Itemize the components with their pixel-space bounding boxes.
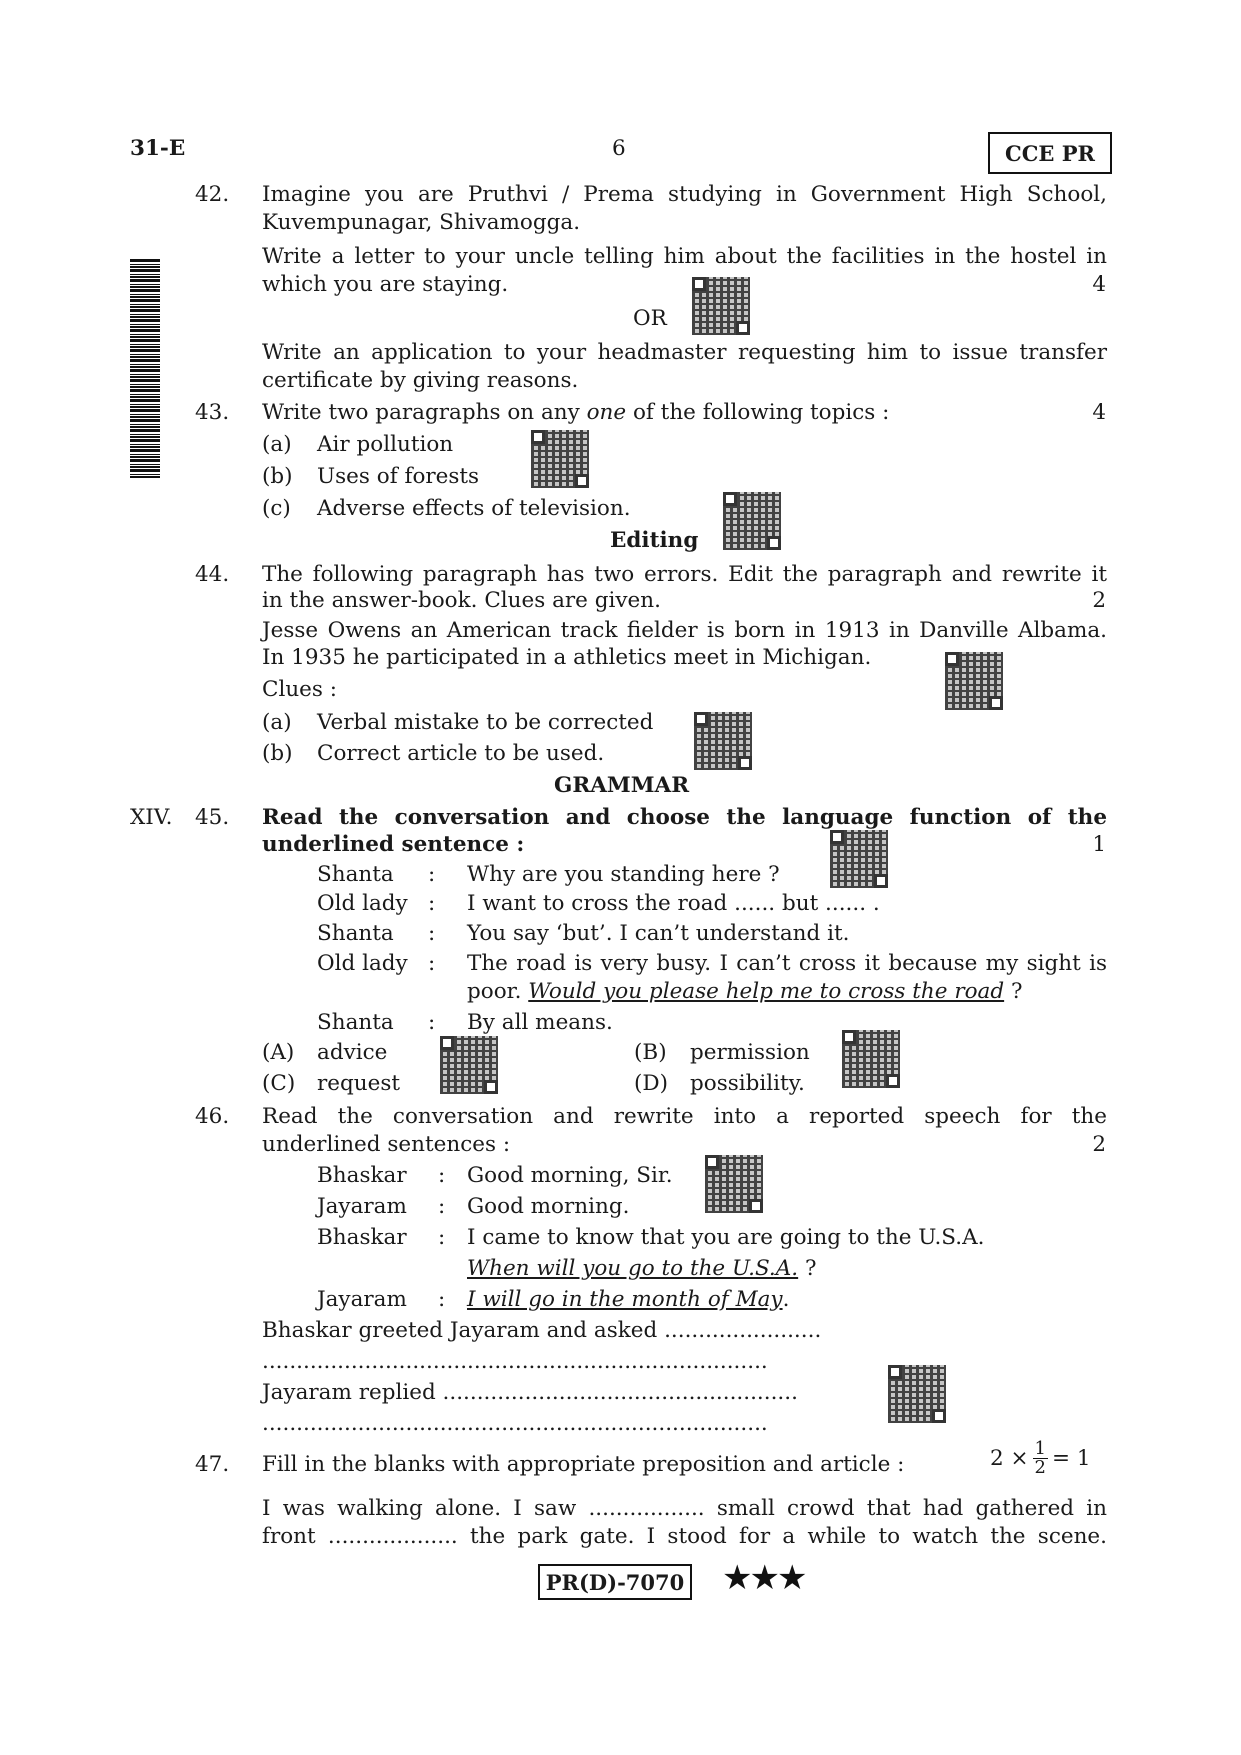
dialogue-speaker: Bhaskar xyxy=(317,1163,407,1188)
dialogue-speaker: Shanta xyxy=(317,862,394,887)
editing-heading: Editing xyxy=(610,528,699,553)
qr-code-icon xyxy=(692,277,750,335)
dialogue-text: Why are you standing here ? xyxy=(467,862,780,887)
qr-code-icon xyxy=(830,830,888,888)
clue-text: Verbal mistake to be corrected xyxy=(317,710,654,735)
dialogue-colon: : xyxy=(428,862,436,887)
grammar-heading: GRAMMAR xyxy=(554,773,690,798)
q44-line3: Jesse Owens an American track fielder is born in 1913 in Danville Albama. xyxy=(262,618,1107,643)
dialogue-text: Good morning, Sir. xyxy=(467,1163,673,1188)
option-label: (D) xyxy=(634,1071,669,1096)
q46-line2: underlined sentences : xyxy=(262,1132,511,1157)
q44-line1: The following paragraph has two errors. Edit the paragraph and rewrite it xyxy=(262,562,1107,587)
dialogue-colon: : xyxy=(428,1010,436,1035)
clues-label: Clues : xyxy=(262,677,338,702)
qr-code-icon xyxy=(440,1036,498,1094)
q42-line1: Imagine you are Pruthvi / Prema studying in Government High School, xyxy=(262,182,1107,207)
dialogue-speaker: Jayaram xyxy=(317,1287,407,1312)
dialogue-colon: : xyxy=(428,951,436,976)
q42-line3: Write a letter to your uncle telling him about the facilities in the hostel in xyxy=(262,244,1107,269)
q42-line6: certificate by giving reasons. xyxy=(262,368,579,393)
footer-code: PR(D)-7070 xyxy=(538,1564,692,1600)
dialogue-text-continued: When will you go to the U.S.A. ? xyxy=(467,1256,817,1281)
option-text: advice xyxy=(317,1040,388,1065)
qr-code-icon xyxy=(694,712,752,770)
dialogue-speaker: Old lady xyxy=(317,891,408,916)
dialogue-text-continued: poor. Would you please help me to cross the road ? xyxy=(467,979,1023,1004)
q44-number: 44. xyxy=(195,562,230,587)
q42-marks: 4 xyxy=(1092,272,1106,297)
dialogue-speaker: Old lady xyxy=(317,951,408,976)
q44-line4: In 1935 he participated in a athletics meet in Michigan. xyxy=(262,645,872,670)
q42-line4: which you are staying. xyxy=(262,272,509,297)
q47-line1: Fill in the blanks with appropriate preposition and article : xyxy=(262,1452,905,1477)
q43-marks: 4 xyxy=(1092,400,1106,425)
q46-line1: Read the conversation and rewrite into a reported speech for the xyxy=(262,1104,1107,1129)
q42-line2: Kuvempunagar, Shivamogga. xyxy=(262,210,581,235)
page-number: 6 xyxy=(612,136,626,161)
answer-line: Jayaram replied .................................................... xyxy=(262,1380,798,1405)
q43-number: 43. xyxy=(195,400,230,425)
dialogue-colon: : xyxy=(438,1194,446,1219)
q47-number: 47. xyxy=(195,1452,230,1477)
option-label: (A) xyxy=(262,1040,295,1065)
q47-line3: front ................... the park gate. I stood for a while to watch the scene. xyxy=(262,1524,1107,1549)
answer-line: .......................................................................... xyxy=(262,1349,768,1374)
q43-option-text: Adverse effects of television. xyxy=(317,496,631,521)
qr-code-icon xyxy=(723,492,781,550)
option-label: (B) xyxy=(634,1040,667,1065)
dialogue-text: You say ‘but’. I can’t understand it. xyxy=(467,921,850,946)
option-label: (C) xyxy=(262,1071,296,1096)
q43-prompt: Write two paragraphs on any one of the following topics : xyxy=(262,400,890,425)
dialogue-text: I came to know that you are going to the U.S.A. xyxy=(467,1225,985,1250)
underlined-sentence: Would you please help me to cross the road xyxy=(528,979,1005,1004)
answer-line: .......................................................................... xyxy=(262,1411,768,1436)
dialogue-text: The road is very busy. I can’t cross it because my sight is xyxy=(467,951,1107,976)
q42-or: OR xyxy=(633,306,667,331)
q43-option-text: Uses of forests xyxy=(317,464,480,489)
q46-marks: 2 xyxy=(1092,1132,1106,1157)
dialogue-speaker: Shanta xyxy=(317,921,394,946)
qr-code-icon xyxy=(531,430,589,488)
q47-line2: I was walking alone. I saw ................. small crowd that had gathered in xyxy=(262,1496,1107,1521)
dialogue-speaker: Shanta xyxy=(317,1010,394,1035)
section-number: XIV. xyxy=(130,805,173,830)
qr-code-icon xyxy=(705,1155,763,1213)
dialogue-speaker: Jayaram xyxy=(317,1194,407,1219)
q42-line5: Write an application to your headmaster requesting him to issue transfer xyxy=(262,340,1107,365)
option-text: request xyxy=(317,1071,401,1096)
q45-line1: Read the conversation and choose the language function of the xyxy=(262,805,1107,830)
q43-option-label: (b) xyxy=(262,464,293,489)
option-text: permission xyxy=(690,1040,810,1065)
underlined-sentence: When will you go to the U.S.A. xyxy=(467,1256,799,1281)
q44-line2: in the answer-book. Clues are given. xyxy=(262,588,661,613)
dialogue-speaker: Bhaskar xyxy=(317,1225,407,1250)
dialogue-colon: : xyxy=(438,1287,446,1312)
star-icons: ★★★ xyxy=(722,1558,805,1598)
clue-label: (b) xyxy=(262,741,293,766)
barcode xyxy=(130,258,160,478)
qr-code-icon xyxy=(842,1030,900,1088)
q43-option-label: (a) xyxy=(262,432,292,457)
paper-code: 31-E xyxy=(130,136,186,161)
dialogue-colon: : xyxy=(438,1225,446,1250)
dialogue-text: I want to cross the road ...... but ...... . xyxy=(467,891,880,916)
q46-number: 46. xyxy=(195,1104,230,1129)
q45-marks: 1 xyxy=(1092,832,1106,857)
dialogue-text: Good morning. xyxy=(467,1194,630,1219)
option-text: possibility. xyxy=(690,1071,805,1096)
underlined-sentence: I will go in the month of May xyxy=(467,1287,783,1312)
q45-number: 45. xyxy=(195,805,230,830)
dialogue-text: By all means. xyxy=(467,1010,613,1035)
clue-text: Correct article to be used. xyxy=(317,741,605,766)
q42-number: 42. xyxy=(195,182,230,207)
clue-label: (a) xyxy=(262,710,292,735)
dialogue-colon: : xyxy=(438,1163,446,1188)
qr-code-icon xyxy=(945,652,1003,710)
q43-option-label: (c) xyxy=(262,496,291,521)
q45-line2: underlined sentence : xyxy=(262,832,525,857)
dialogue-colon: : xyxy=(428,891,436,916)
answer-line: Bhaskar greeted Jayaram and asked ....................... xyxy=(262,1318,822,1343)
dialogue-text: I will go in the month of May. xyxy=(467,1287,790,1312)
qr-code-icon xyxy=(888,1365,946,1423)
dialogue-colon: : xyxy=(428,921,436,946)
header-code-box: CCE PR xyxy=(988,132,1112,174)
q47-marks: 2 × $\frac{1}{2}$ = 1 xyxy=(990,1438,1091,1478)
q44-marks: 2 xyxy=(1092,588,1106,613)
q43-option-text: Air pollution xyxy=(317,432,454,457)
